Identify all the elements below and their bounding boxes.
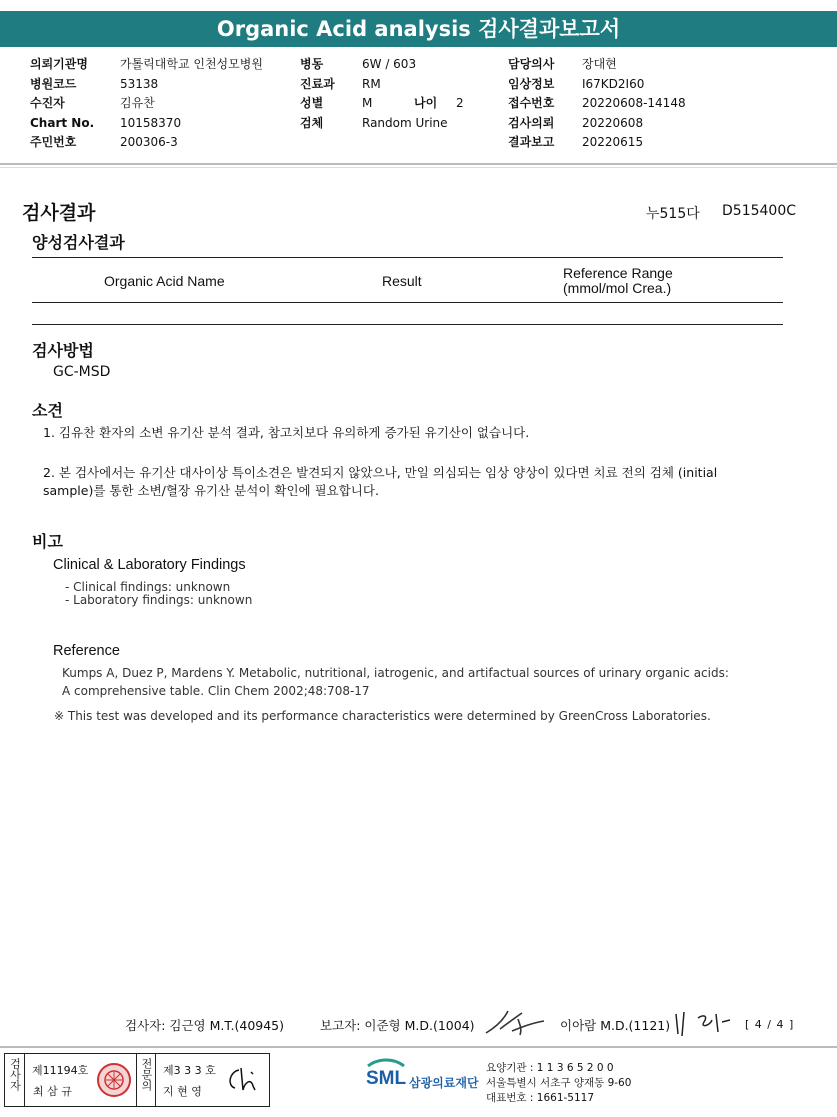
info-label: 결과보고 xyxy=(508,135,555,149)
info-value: M xyxy=(362,96,373,110)
report-title: Organic Acid analysis 검사결과보고서 xyxy=(0,11,837,47)
info-value: 20220608 xyxy=(582,115,644,130)
col-header-ref-line2: (mmol/mol Crea.) xyxy=(563,280,672,296)
disclaimer-note: ※ This test was developed and its performance characteristics were determined by GreenCross Laboratories. xyxy=(54,709,711,723)
doctor-handwritten-signature xyxy=(670,1008,738,1038)
col-header-ref xyxy=(563,266,673,296)
info-value: 가톨릭대학교 인천성모병원 xyxy=(120,57,263,71)
info-value: I67KD2I60 xyxy=(582,76,645,91)
positive-results-title: 양성검사결과 xyxy=(32,233,125,252)
license-label-1-text: 검사자 xyxy=(8,1058,22,1091)
method-value: GC-MSD xyxy=(53,364,111,380)
opinion-item-2 xyxy=(43,464,803,500)
col-header-result: Result xyxy=(382,273,422,289)
license-label-1 xyxy=(5,1054,25,1106)
license-label-2 xyxy=(136,1054,156,1106)
opinion-item-2-line1: 2. 본 검사에서는 유기산 대사이상 특이소견은 발견되지 않았으나, 만일 의심되는 임상 양상이 있다면 치료 전의 검체 (initial xyxy=(43,465,718,480)
info-value: 20220608-14148 xyxy=(582,96,686,110)
info-col-1 xyxy=(30,55,263,153)
info-value: 6W / 603 xyxy=(362,57,417,71)
reporter-handwritten-signature xyxy=(482,1005,552,1039)
info-label: 병동 xyxy=(300,57,324,71)
info-label: 병원코드 xyxy=(30,76,77,91)
page-number: [ 4 / 4 ] xyxy=(745,1018,795,1031)
col-header-ref-line1: Reference Range xyxy=(563,265,673,281)
info-value: RM xyxy=(362,76,381,91)
header-divider xyxy=(0,163,837,165)
reference-line-1: Kumps A, Duez P, Mardens Y. Metabolic, nutritional, iatrogenic, and artifactual sources of urinary organic acids: xyxy=(62,666,729,680)
info-col-2 xyxy=(300,55,464,133)
info-col-3 xyxy=(508,55,686,153)
reference-line-2: A comprehensive table. Clin Chem 2002;48:708-17 xyxy=(62,684,370,698)
results-code-2: D515400C xyxy=(722,203,796,219)
info-label: 성별 xyxy=(300,96,324,110)
info-label: 수진자 xyxy=(30,96,65,110)
info-label: 임상정보 xyxy=(508,76,555,91)
license-name-2: 지 현 영 xyxy=(163,1085,202,1098)
license-label-2-text: 전문의 xyxy=(140,1058,153,1091)
reporter-signature: 보고자: 이준형 M.D.(1004) xyxy=(320,1018,475,1033)
method-title: 검사방법 xyxy=(32,341,94,360)
opinion-item-2-line2: sample)를 통한 소변/혈장 유기산 분석이 확인에 필요합니다. xyxy=(43,483,379,498)
info-value: 53138 xyxy=(120,76,159,91)
patient-info xyxy=(0,55,837,155)
results-code-1: 누515다 xyxy=(646,206,700,222)
table-top-rule xyxy=(32,257,783,258)
table-header-rule xyxy=(32,302,783,303)
age-label: 나이 xyxy=(414,96,438,110)
reference-title: Reference xyxy=(53,643,120,659)
age-value: 2 xyxy=(456,96,464,110)
clinical-findings-2: - Laboratory findings: unknown xyxy=(65,593,253,607)
info-value: 장대현 xyxy=(582,57,617,71)
org-address-3: 대표번호 : 1661-5117 xyxy=(486,1092,595,1104)
info-value: 10158370 xyxy=(120,115,182,130)
info-label: 의뢰기관명 xyxy=(30,57,88,71)
opinion-title: 소견 xyxy=(32,401,63,420)
clinical-findings-1: - Clinical findings: unknown xyxy=(65,580,231,594)
org-address-2: 서울특별시 서초구 양재동 9-60 xyxy=(486,1077,632,1089)
header-divider-thin xyxy=(0,167,837,168)
sml-name: 삼광의료재단 xyxy=(409,1076,479,1090)
opinion-item-1: 1. 김유찬 환자의 소변 유기산 분석 결과, 참고치보다 유의하게 증가된 유기산이 없습니다. xyxy=(43,425,530,440)
info-value: 김유찬 xyxy=(120,96,155,110)
sml-logo-text: SML xyxy=(366,1068,407,1089)
info-label: Chart No. xyxy=(30,115,95,130)
info-label: 담당의사 xyxy=(508,57,555,71)
license-name-1: 최 삼 규 xyxy=(33,1085,72,1098)
footer-divider xyxy=(0,1046,837,1048)
license-box xyxy=(4,1053,270,1107)
info-label: 주민번호 xyxy=(30,135,77,149)
license-seal-stamp xyxy=(96,1062,132,1098)
table-bottom-rule xyxy=(32,324,783,325)
license-no-1: 제11194호 xyxy=(32,1064,89,1077)
info-label: 진료과 xyxy=(300,76,335,91)
org-address xyxy=(486,1061,631,1106)
remarks-title: 비고 xyxy=(32,532,63,551)
license-no-2: 제3 3 3 호 xyxy=(163,1064,216,1077)
tester-signature: 검사자: 김근영 M.T.(40945) xyxy=(125,1018,285,1033)
info-label: 접수번호 xyxy=(508,96,555,110)
clinical-findings-title: Clinical & Laboratory Findings xyxy=(53,557,246,573)
doctor-signature: 이아람 M.D.(1121) xyxy=(560,1018,671,1033)
info-value: 200306-3 xyxy=(120,135,178,149)
results-title: 검사결과 xyxy=(22,202,96,224)
info-label: 검사의뢰 xyxy=(508,115,555,130)
info-label: 검체 xyxy=(300,115,324,130)
col-header-name: Organic Acid Name xyxy=(104,273,225,289)
info-value: Random Urine xyxy=(362,115,448,130)
info-value: 20220615 xyxy=(582,135,644,149)
license-handwritten-signature xyxy=(221,1064,261,1096)
org-address-1: 요양기관 : 1 1 3 6 5 2 0 0 xyxy=(486,1062,614,1074)
